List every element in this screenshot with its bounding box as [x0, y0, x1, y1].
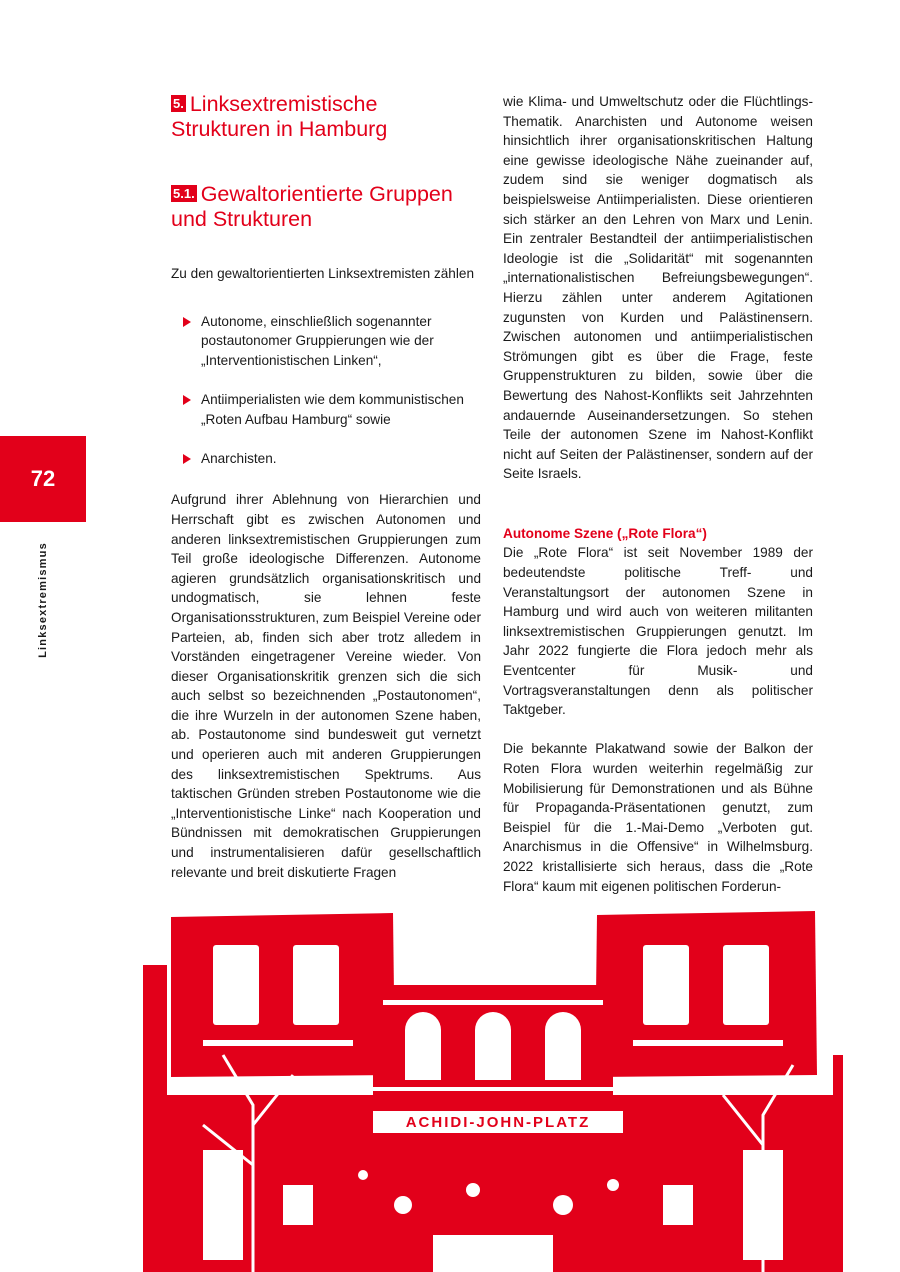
intro-text: Zu den gewaltorientierten Linksextremisten zählen: [171, 266, 475, 281]
body-paragraph-right-2: Die „Rote Flora“ ist seit November 1989 der bedeutendste politische Treff- und Veranstaltungsort der autonomen Szene in Hamburg und wird auch von weiteren militanten linksextremistischen Gruppierungen genutzt. Im Jahr 2022 fungierte die Flora jedoch mehr als Eventcenter für Musik- und Vortragsveranstaltungen denn als politischer Taktgeber.: [503, 545, 813, 718]
page-number-tab: [0, 436, 86, 522]
triangle-bullet-icon: [183, 395, 191, 405]
section-number: 5.1.: [173, 186, 195, 201]
street-sign-text: ACHIDI-JOHN-PLATZ: [405, 1114, 591, 1131]
right-column: [503, 92, 813, 896]
body-paragraph-right-3: Die bekannte Plakatwand sowie der Balkon der Roten Flora wurden weiterhin regelmäßig zur Mobilisierung für Demonstrationen und als Bühne für Propaganda-Präsentationen genutzt, zum Beispiel für die 1.-Mai-Demo „Verboten gut. Anarchismus in die Offensive“ in Wilhelmsburg. 2022 kristallisierte sich heraus, dass die „Rote Flora“ kaum mit eigenen politischen Forderun-: [503, 741, 813, 894]
subheading-autonome-szene: Autonome Szene („Rote Flora“): [503, 525, 707, 541]
triangle-bullet-icon: [183, 454, 191, 464]
list-item: Anarchisten.: [171, 449, 481, 469]
body-paragraph-right-1: wie Klima- und Umweltschutz oder die Flüchtlings-Thematik. Anarchisten und Autonome weisen hinsichtlich ihrer organisationskritischen Haltung eine gewisse ideologische Nähe zueinander auf, zudem sind sie weniger dogmatisch als beispielsweise Antiimperialisten. Diese orientieren sich stärker an den Lehren von Marx und Lenin. Ein zentraler Bestandteil der antiimperialistischen Ideologie ist die „Solidarität“ mit sogenannten „internationalistischen Befreiungsbewegungen“. Hierzu zählen unter anderem Agitationen zugunsten von Kurden und Palästinensern. Zwischen autonomen und antiimperialistischen Strömungen gibt es über die Frage, feste Gruppenstrukturen zu bilden, sowie über die Bewertung des Nahost-Konflikts seit Jahrzehnten andauernde Auseinandersetzungen. So stehen Teile der autonomen Szene im Nahost-Konflikt nicht auf Seiten der Palästinenser, sondern auf der Seite Israels.: [503, 94, 813, 482]
list-item: Autonome, einschließlich sogenannter postautonomer Gruppierungen wie der „Interventionistischen Linken“,: [171, 312, 481, 371]
page-number: 72: [30, 466, 56, 491]
body-paragraph-left: Aufgrund ihrer Ablehnung von Hierarchien und Herrschaft gibt es zwischen Autonomen und anderen linksextremistischen Gruppierungen zum Teil große ideologische Differenzen. Autonome agieren grundsätzlich organisationskritisch und undogmatisch, sie lehnen feste Organisationsstrukturen, zum Beispiel Vereine oder Parteien, ab, finden sich aber trotz alledem in Vorständen eingetragener Vereine wieder. Von dieser Organisationskritik grenzen sich die sich auch selbst so bezeichnenden „Postautonomen“, die ihre Wurzeln in der autonomen Szene haben, ab. Postautonome sind bundesweit gut vernetzt und operieren auch mit anderen Gruppierungen des linksextremistischen Spektrums. Aus taktischen Gründen streben Postautonome wie die „Interventionistische Linke“ nach Kooperation und Bündnissen mit demokratischen Gruppierungen und instrumentalisieren dafür gesellschaftlich relevante und breit diskutierte Fragen: [171, 492, 481, 880]
triangle-bullet-icon: [183, 317, 191, 327]
section-side-label: Linksextremismus: [37, 542, 49, 658]
list-item: Antiimperialisten wie dem kommunistischen „Roten Aufbau Hamburg“ sowie: [171, 390, 481, 429]
chapter-number: 5.: [173, 96, 184, 111]
section-heading: [171, 182, 481, 232]
bullet-list: [171, 312, 481, 469]
section-title: Gewaltorientierte Gruppen und Strukturen: [171, 182, 453, 231]
rote-flora-building-illustration: [143, 905, 843, 1272]
chapter-title: Linksextremistische Strukturen in Hamburg: [171, 92, 388, 141]
left-column: [171, 88, 481, 882]
chapter-heading: [171, 92, 481, 142]
